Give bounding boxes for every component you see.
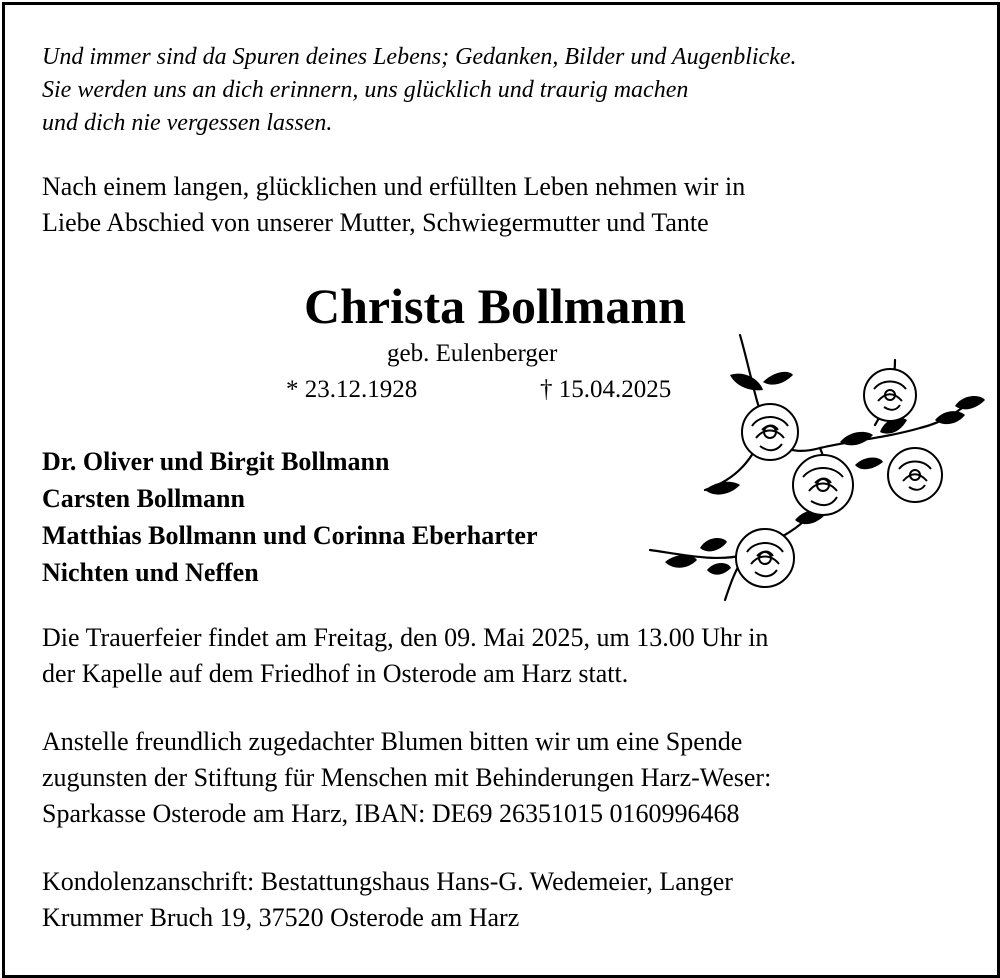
roses-illustration-icon — [645, 330, 995, 610]
family-member: Carsten Bollmann — [42, 484, 245, 513]
birth-date: * 23.12.1928 — [286, 376, 418, 403]
family-member: Dr. Oliver und Birgit Bollmann — [42, 447, 390, 476]
quote-line-3: und dich nie vergessen lassen. — [42, 110, 333, 136]
donation-line-3: Sparkasse Osterode am Harz, IBAN: DE69 26351015 0160996468 — [42, 799, 740, 828]
intro-line-2: Liebe Abschied von unserer Mutter, Schwiegermutter und Tante — [42, 208, 709, 237]
funeral-line-1: Die Trauerfeier findet am Freitag, den 09. Mai 2025, um 13.00 Uhr in — [42, 623, 769, 652]
condolence-line-2: Krummer Bruch 19, 37520 Osterode am Harz — [42, 903, 520, 932]
family-member: Nichten und Neffen — [42, 558, 259, 587]
quote-line-2: Sie werden uns an dich erinnern, uns glücklich und traurig machen — [42, 77, 689, 103]
donation-line-1: Anstelle freundlich zugedachter Blumen bitten wir um eine Spende — [42, 727, 743, 756]
quote-line-1: Und immer sind da Spuren deines Lebens; Gedanken, Bilder und Augenblicke. — [42, 44, 797, 70]
deceased-name: Christa Bollmann — [303, 278, 686, 334]
intro-line-1: Nach einem langen, glücklichen und erfüllten Leben nehmen wir in — [42, 172, 746, 201]
family-member: Matthias Bollmann und Corinna Eberharter — [42, 521, 538, 550]
death-date: † 15.04.2025 — [540, 376, 672, 403]
condolence-line-1: Kondolenzanschrift: Bestattungshaus Hans-G. Wedemeier, Langer — [42, 867, 733, 896]
maiden-name: geb. Eulenberger — [387, 340, 558, 367]
funeral-line-2: der Kapelle auf dem Friedhof in Osterode am Harz statt. — [42, 659, 629, 688]
donation-line-2: zugunsten der Stiftung für Menschen mit Behinderungen Harz-Weser: — [42, 763, 772, 792]
